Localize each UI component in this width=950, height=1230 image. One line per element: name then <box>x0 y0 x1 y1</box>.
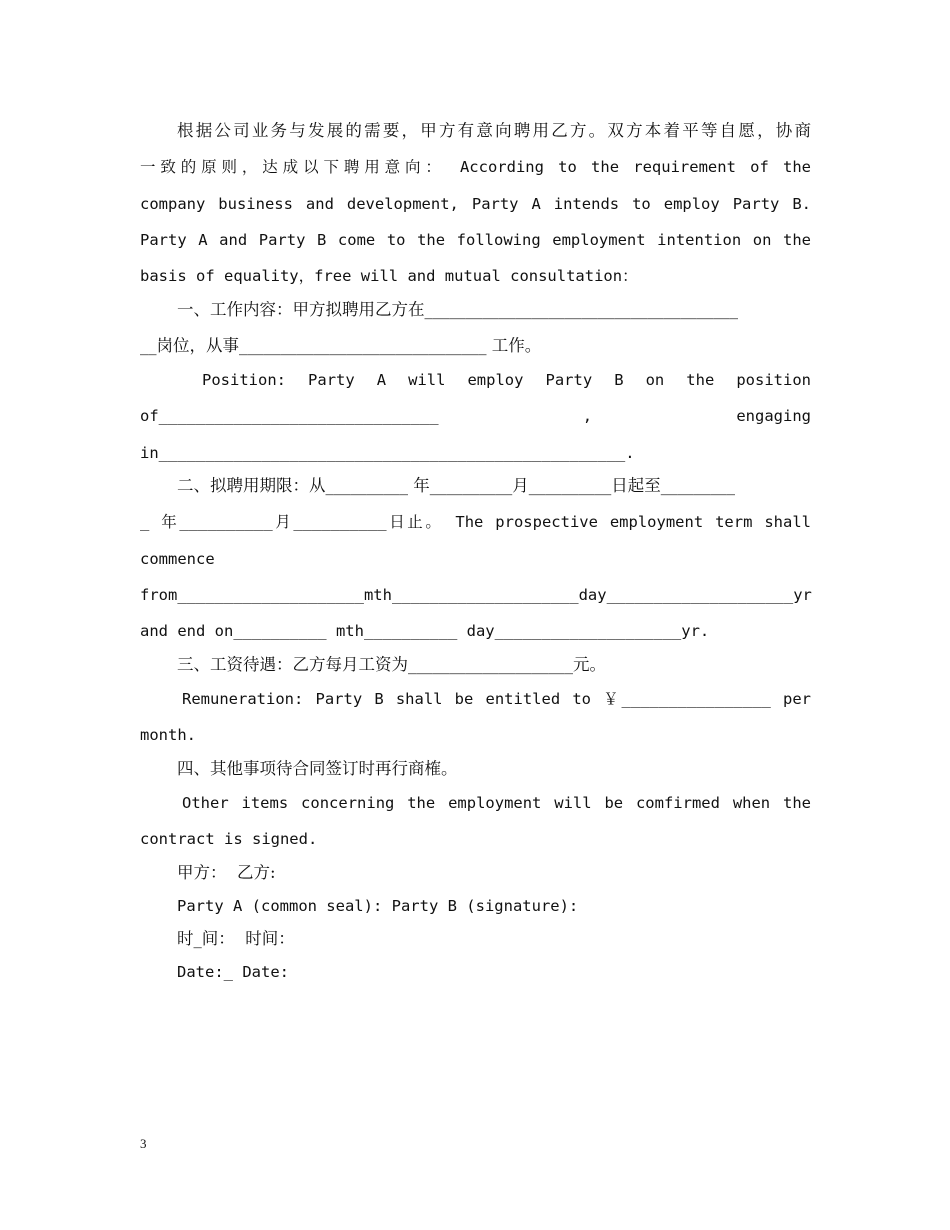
intro-paragraph-line-4: Party A and Party B come to the following employment intention on the <box>140 231 811 249</box>
position-line-3: in__________________________________________________. <box>140 444 635 462</box>
job-content-heading: 一、工作内容：甲方拟聘用乙方在______________________________________ <box>177 300 738 319</box>
position-line-2: of______________________________ , engaging <box>140 407 811 425</box>
term-line-2: _ 年__________月__________日止。 The prospective employment term shall <box>140 513 811 531</box>
term-line-3: commence <box>140 550 215 568</box>
term-line-5: and end on__________ mth__________ day____________________yr. <box>140 622 710 640</box>
time-labels: 时_间： 时间： <box>177 929 295 948</box>
other-items-line-1: Other items concerning the employment will be comfirmed when the <box>182 794 811 812</box>
remuneration-line-1: Remuneration: Party B shall be entitled to ￥________________ per <box>182 690 811 708</box>
party-labels: 甲方： 乙方: <box>177 863 276 882</box>
term-heading: 二、拟聘用期限：从__________ 年__________月__________日起至_________ <box>177 476 735 495</box>
date-labels: Date:_ Date: <box>177 963 289 981</box>
job-content-line-2: __岗位，从事______________________________ 工作。 <box>140 336 542 355</box>
intro-paragraph-line-5: basis of equality，free will and mutual consultation： <box>140 267 638 285</box>
party-signature-line: Party A (common seal): Party B (signature): <box>177 897 579 915</box>
page-number: 3 <box>140 1136 147 1151</box>
remuneration-line-2: month. <box>140 726 196 744</box>
other-items-line-2: contract is signed. <box>140 830 318 848</box>
term-line-4: from____________________mth____________________day____________________yr <box>140 586 812 604</box>
position-line-1: Position: Party A will employ Party B on the position <box>202 371 811 389</box>
salary-heading: 三、工资待遇：乙方每月工资为____________________元。 <box>177 655 606 674</box>
other-items-heading: 四、其他事项待合同签订时再行商榷。 <box>177 759 458 778</box>
intro-paragraph-line-3: company business and development, Party A intends to employ Party B. <box>140 195 811 213</box>
intro-paragraph-line-2: 一致的原则，达成以下聘用意向： According to the requirement of the <box>140 158 811 176</box>
intro-paragraph-line-1: 根据公司业务与发展的需要，甲方有意向聘用乙方。双方本着平等自愿，协商 <box>177 121 811 140</box>
